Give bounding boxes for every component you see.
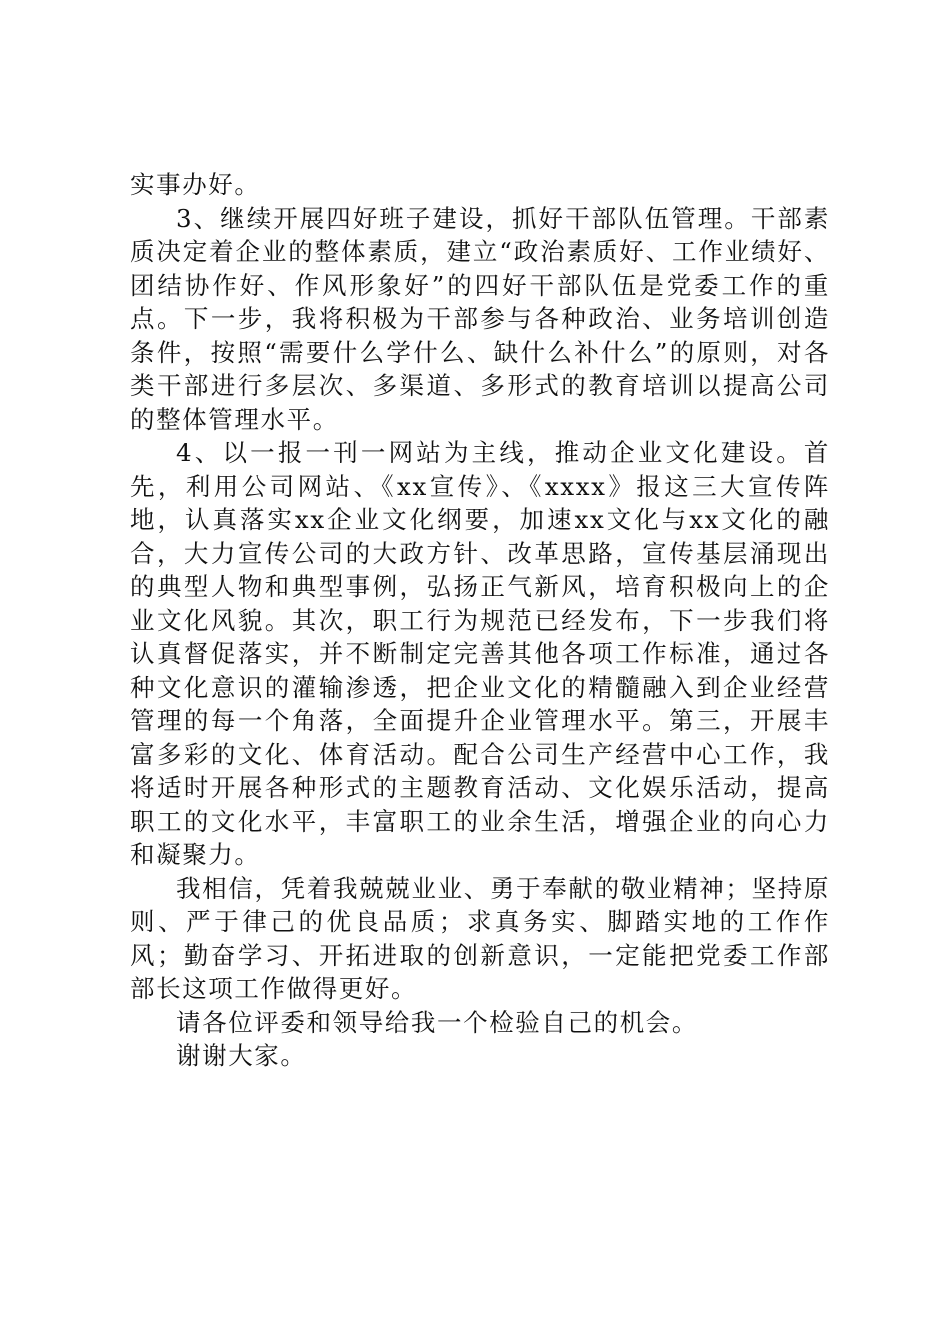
paragraph-continuation: 实事办好。: [130, 170, 261, 199]
paragraph-item-4: 4、以一报一刊一网站为主线，推动企业文化建设。首先，利用公司网站、《xx宣传》、《xxxx》报这三大宣传阵地，认真落实xx企业文化纲要，加速xx文化与xx文化的融合，大力宣传公司的大政方针、改革思路，宣传基层涌现出的典型人物和典型事例，弘扬正气新风，培育积极向上的企业文化风貌。其次，职工行为规范已经发布，下一步我们将认真督促落实，并不断制定完善其他各项工作标准，通过各种文化意识的灌输渗透，把企业文化的精髓融入到企业经营管理的每一个角落，全面提升企业管理水平。第三，开展丰富多彩的文化、体育活动。配合公司生产经营中心工作，我将适时开展各种形式的主题教育活动、文化娱乐活动，提高职工的文化水平，丰富职工的业余生活，增强企业的向心力和凝聚力。: [130, 438, 830, 869]
paragraph-belief: 我相信，凭着我兢兢业业、勇于奉献的敬业精神；坚持原则、严于律己的优良品质；求真务实、脚踏实地的工作作风；勤奋学习、开拓进取的创新意识，一定能把党委工作部部长这项工作做得更好。: [130, 873, 830, 1003]
paragraph-thanks: 谢谢大家。: [176, 1041, 307, 1070]
document-body: [130, 168, 830, 1073]
paragraph-item-3: 3、继续开展四好班子建设，抓好干部队伍管理。干部素质决定着企业的整体素质，建立“政治素质好、工作业绩好、团结协作好、作风形象好”的四好干部队伍是党委工作的重点。下一步，我将积极为干部参与各种政治、业务培训创造条件，按照“需要什么学什么、缺什么补什么”的原则，对各类干部进行多层次、多渠道、多形式的教育培训以提高公司的整体管理水平。: [130, 203, 830, 434]
paragraph-request: 请各位评委和领导给我一个检验自己的机会。: [176, 1007, 698, 1037]
